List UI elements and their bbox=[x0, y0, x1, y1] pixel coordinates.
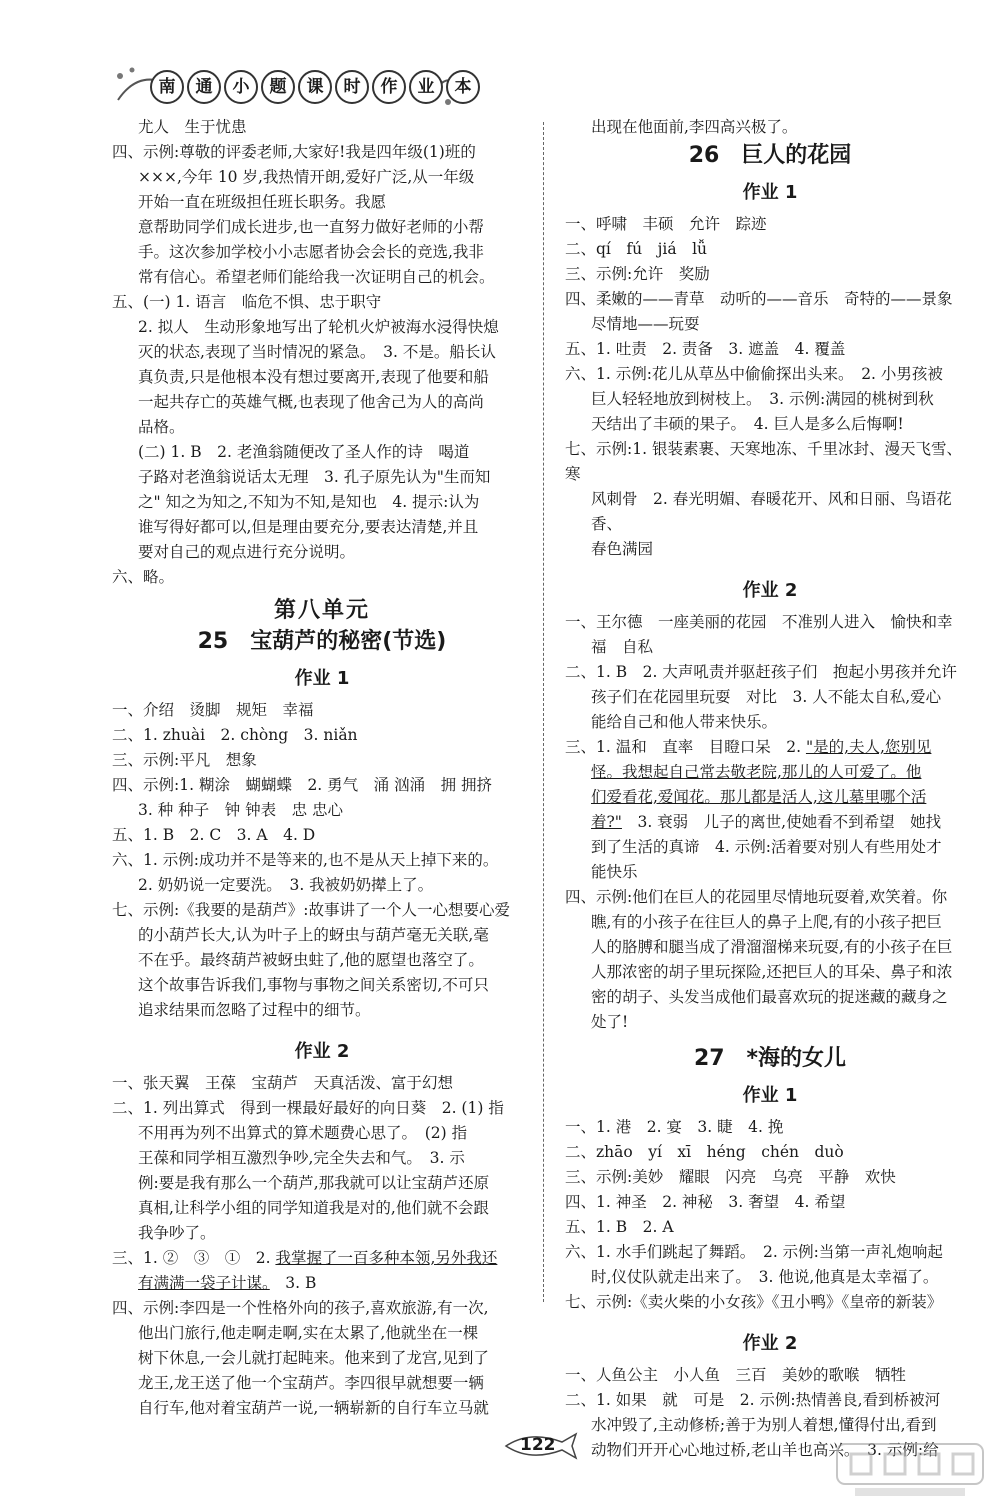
answer-line: 龙王,龙王送了他一个宝葫芦。李四很早就想要一辆 bbox=[138, 1374, 484, 1392]
series-char: 课 bbox=[298, 70, 332, 104]
answer-line: 孩子们在花园里玩耍 对比 3. 人不能太自私,爱心 bbox=[591, 688, 942, 706]
answer-line: 三、示例:允许 奖励 bbox=[565, 265, 710, 283]
answer-line: 不用再为列不出算式的算术题费心思了。 (2) 指 bbox=[138, 1124, 468, 1142]
homework-title: 作业 1 bbox=[742, 1085, 798, 1106]
answer-line: 一、呼啸 丰硕 允许 踪迹 bbox=[565, 215, 767, 233]
answer-line: 处了! bbox=[591, 1013, 629, 1031]
series-char: 小 bbox=[224, 70, 258, 104]
answer-line: 这个故事告诉我们,事物与事物之间关系密切,不可只 bbox=[138, 976, 489, 994]
right-column bbox=[565, 115, 975, 1463]
answer-line: (二) 1. B 2. 老渔翁随便改了圣人作的诗 喝道 bbox=[138, 443, 470, 461]
answer-line: 五、1. B 2. C 3. A 4. D bbox=[112, 826, 316, 844]
underlined-answer: "是的,夫人,您别见 bbox=[805, 738, 932, 756]
series-char: 业 bbox=[409, 70, 443, 104]
answer-line bbox=[565, 810, 975, 835]
answer-line: 三、示例:美妙 耀眼 闪亮 乌亮 平静 欢快 bbox=[565, 1168, 896, 1186]
answer-line bbox=[112, 1271, 532, 1296]
answer-line: 树下休息,一会儿就打起盹来。他来到了龙宫,见到了 bbox=[138, 1349, 489, 1367]
answer-line: 追求结果而忽略了过程中的细节。 bbox=[138, 1001, 371, 1019]
underlined-answer: 怪。我想起自己常去敬老院,那儿的人可爱了。他 bbox=[591, 763, 922, 781]
answer-line: 的小葫芦长大,认为叶子上的蚜虫与葫芦毫无关联,毫 bbox=[138, 926, 489, 944]
answer-text: 3. 衰弱 儿子的离世,使她看不到希望 她找 bbox=[621, 813, 942, 831]
answer-line: 我争吵了。 bbox=[138, 1224, 216, 1242]
answer-line: 常有信心。希望老师们能给我一次证明自己的机会。 bbox=[138, 268, 495, 286]
answer-line: 四、示例:他们在巨人的花园里尽情地玩耍着,欢笑着。你 bbox=[565, 888, 948, 906]
answer-line: 天结出了丰硕的果子。 4. 巨人是多么后悔啊! bbox=[591, 415, 904, 433]
series-char: 作 bbox=[372, 70, 406, 104]
answer-line: 二、1. 如果 就 可是 2. 示例:热情善良,看到桥被河 bbox=[565, 1391, 941, 1409]
answer-line: 灭的状态,表现了当时情况的紧急。 3. 不是。船长认 bbox=[138, 343, 496, 361]
answer-line: 出现在他面前,李四高兴极了。 bbox=[591, 118, 798, 136]
answer-line: 五、(一) 1. 语言 临危不惧、忠于职守 bbox=[112, 293, 382, 311]
answer-line: 水冲毁了,主动修桥;善于为别人着想,懂得付出,看到 bbox=[591, 1416, 937, 1434]
answer-line: 六、1. 水手们跳起了舞蹈。 2. 示例:当第一声礼炮响起 bbox=[565, 1243, 943, 1261]
answer-line: 风刺骨 2. 春光明媚、春暖花开、风和日丽、鸟语花香、 bbox=[591, 490, 952, 533]
answer-line: 要对自己的观点进行充分说明。 bbox=[138, 543, 356, 561]
unit-title: 第八单元 bbox=[273, 598, 370, 623]
answer-line: 瞧,有的小孩子在往巨人的鼻子上爬,有的小孩子把巨 bbox=[591, 913, 942, 931]
series-char: 本 bbox=[446, 70, 480, 104]
answer-line: 开始一直在班级担任班长职务。我愿 bbox=[138, 193, 387, 211]
page-number-badge bbox=[500, 1428, 580, 1464]
answer-line: 三、示例:平凡 想象 bbox=[112, 751, 257, 769]
underlined-answer: 有满满一袋子计谋。 bbox=[138, 1274, 270, 1292]
series-char: 题 bbox=[261, 70, 295, 104]
answer-line: 四、示例:尊敬的评委老师,大家好!我是四年级(1)班的 bbox=[112, 143, 476, 161]
answer-line: 春色满园 bbox=[591, 540, 654, 558]
answer-line: 四、1. 神圣 2. 神秘 3. 奢望 4. 希望 bbox=[565, 1193, 846, 1211]
left-column bbox=[112, 115, 532, 1421]
answer-line: 密的胡子、头发当成他们最喜欢玩的捉迷藏的藏身之 bbox=[591, 988, 948, 1006]
answer-line: 人的胳膊和腿当成了滑溜溜梯来玩耍,有的小孩子在巨 bbox=[591, 938, 953, 956]
lesson-title: 25 宝葫芦的秘密(节选) bbox=[197, 629, 447, 654]
lesson-title: 27 *海的女儿 bbox=[693, 1046, 847, 1071]
answer-line: 一、张天翼 王葆 宝葫芦 天真活泼、富于幻想 bbox=[112, 1074, 454, 1092]
answer-line: 能快乐 bbox=[591, 863, 638, 881]
homework-title: 作业 2 bbox=[742, 580, 798, 601]
answer-line: 能给自己和他人带来快乐。 bbox=[591, 713, 778, 731]
answer-line: 二、1. 列出算式 得到一棵最好最好的向日葵 2. (1) 指 bbox=[112, 1099, 504, 1117]
series-char: 南 bbox=[150, 70, 184, 104]
answer-line: 五、1. B 2. A bbox=[565, 1218, 674, 1236]
answer-line: 到了生活的真谛 4. 示例:活着要对别人有些用处才 bbox=[591, 838, 942, 856]
answer-line: 二、1. zhuài 2. chòng 3. niǎn bbox=[112, 726, 358, 744]
answer-line: 一、王尔德 一座美丽的花园 不准别人进入 愉快和幸 bbox=[565, 613, 953, 631]
page-number: 122 bbox=[520, 1435, 556, 1455]
answer-line: 子路对老渔翁说话太无理 3. 孔子原先认为"生而知 bbox=[138, 468, 491, 486]
homework-title: 作业 1 bbox=[294, 668, 350, 689]
answer-line: 一、人鱼公主 小人鱼 三百 美妙的歌喉 牺牲 bbox=[565, 1366, 907, 1384]
answer-line: 七、示例:《卖火柴的小女孩》《丑小鸭》《皇帝的新装》 bbox=[565, 1293, 943, 1311]
answer-text: 三、1. ② ③ ① 2. bbox=[112, 1249, 276, 1267]
answer-line: 一、1. 港 2. 宴 3. 睫 4. 挽 bbox=[565, 1118, 784, 1136]
answer-line: 五、1. 吐责 2. 责备 3. 遮盖 4. 覆盖 bbox=[565, 340, 846, 358]
answer-line: 谁写得好都可以,但是理由要充分,要表达清楚,并且 bbox=[138, 518, 479, 536]
answer-line: 七、示例:1. 银装素裹、天寒地冻、千里冰封、漫天飞雪、寒 bbox=[565, 440, 962, 483]
answer-line: 一起共存亡的英雄气概,也表现了他舍己为人的高尚 bbox=[138, 393, 484, 411]
answer-line: 2. 拟人 生动形象地写出了轮机火炉被海水浸得快熄 bbox=[138, 318, 499, 336]
answer-line: 品格。 bbox=[138, 418, 185, 436]
watermark-logo-icon bbox=[835, 1440, 985, 1500]
underlined-answer: 们爱看花,爱闻花。那儿都是活人,这儿墓里哪个活 bbox=[591, 788, 927, 806]
answer-line: 六、1. 示例:花儿从草丛中偷偷探出头来。 2. 小男孩被 bbox=[565, 365, 943, 383]
answer-line: 福 自私 bbox=[591, 638, 654, 656]
homework-title: 作业 2 bbox=[742, 1333, 798, 1354]
series-char: 通 bbox=[187, 70, 221, 104]
answer-line: 六、1. 示例:成功并不是等来的,也不是从天上掉下来的。 bbox=[112, 851, 499, 869]
answer-line: 意帮助同学们成长进步,也一直努力做好老师的小帮 bbox=[138, 218, 484, 236]
answer-line: 一、介绍 烫脚 规矩 幸福 bbox=[112, 701, 314, 719]
answer-line: ×××,今年 10 岁,我热情开朗,爱好广泛,从一年级 bbox=[138, 168, 475, 186]
answer-text: 三、1. 温和 直率 目瞪口呆 2. bbox=[565, 738, 806, 756]
answer-line bbox=[112, 1246, 532, 1271]
answer-line: 自行车,他对着宝葫芦一说,一辆崭新的自行车立马就 bbox=[138, 1399, 489, 1417]
answer-line: 七、示例:《我要的是葫芦》:故事讲了一个人一心想要心爱 bbox=[112, 901, 510, 919]
answer-line: 他出门旅行,他走啊走啊,实在太累了,他就坐在一棵 bbox=[138, 1324, 479, 1342]
answer-line: 动物们开开心心地过桥,老山羊也高兴。 3. 示例:给 bbox=[591, 1441, 939, 1459]
answer-line: 真相,让科学小组的同学知道我是对的,他们就不会跟 bbox=[138, 1199, 489, 1217]
answer-text: 3. B bbox=[269, 1274, 317, 1292]
answer-line: 二、qí fú jiá lǚ bbox=[565, 240, 708, 258]
answer-line: 巨人轻轻地放到树枝上。 3. 示例:满园的桃树到秋 bbox=[591, 390, 934, 408]
answer-line: 3. 种 种子 钟 钟表 忠 忠心 bbox=[138, 801, 343, 819]
answer-line bbox=[565, 735, 975, 760]
answer-line: 之" 知之为知之,不知为不知,是知也 4. 提示:认为 bbox=[138, 493, 480, 511]
underlined-answer: 着?" bbox=[591, 813, 622, 831]
answer-line: 四、示例:1. 糊涂 蝴蝴蝶 2. 勇气 涌 汹涌 拥 拥挤 bbox=[112, 776, 493, 794]
answer-line: 四、柔嫩的——青草 动听的——音乐 奇特的——景象 bbox=[565, 290, 953, 308]
answer-line: 二、zhāo yí xī héng chén duò bbox=[565, 1143, 844, 1161]
column-divider bbox=[543, 122, 544, 1302]
answer-line: 不在乎。最终葫芦被蚜虫蛀了,他的愿望也落空了。 bbox=[138, 951, 484, 969]
answer-line: 2. 奶奶说一定要洗。 3. 我被奶奶撵上了。 bbox=[138, 876, 434, 894]
answer-line: 人那浓密的胡子里玩探险,还把巨人的耳朵、鼻子和浓 bbox=[591, 963, 953, 981]
answer-line: 真负责,只是他根本没有想过要离开,表现了他要和船 bbox=[138, 368, 489, 386]
series-title bbox=[150, 70, 480, 104]
answer-line: 尽情地——玩耍 bbox=[591, 315, 700, 333]
answer-line: 手。这次参加学校小小志愿者协会会长的竞选,我非 bbox=[138, 243, 484, 261]
answer-line: 例:要是我有那么一个葫芦,那我就可以让宝葫芦还原 bbox=[138, 1174, 490, 1192]
answer-line: 尤人 生于忧患 bbox=[138, 118, 247, 136]
series-char: 时 bbox=[335, 70, 369, 104]
series-banner bbox=[108, 62, 472, 112]
answer-line: 王葆和同学相互激烈争吵,完全失去和气。 3. 示 bbox=[138, 1149, 465, 1167]
lesson-title: 26 巨人的花园 bbox=[688, 143, 852, 168]
answer-line: 二、1. B 2. 大声吼责并驱赶孩子们 抱起小男孩并允许 bbox=[565, 663, 957, 681]
answer-line: 四、示例:李四是一个性格外向的孩子,喜欢旅游,有一次, bbox=[112, 1299, 489, 1317]
answer-line: 六、略。 bbox=[112, 568, 175, 586]
homework-title: 作业 1 bbox=[742, 182, 798, 203]
answer-line: 时,仪仗队就走出来了。 3. 他说,他真是太幸福了。 bbox=[591, 1268, 939, 1286]
homework-title: 作业 2 bbox=[294, 1041, 350, 1062]
underlined-answer: 我掌握了一百多种本领,另外我还 bbox=[275, 1249, 498, 1267]
